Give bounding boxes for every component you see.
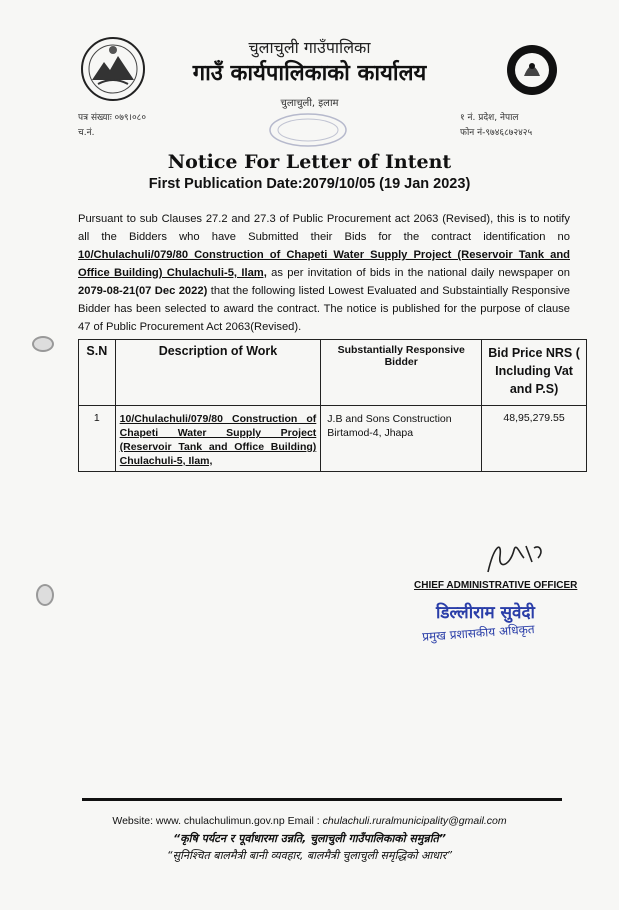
letter-number: पत्र संख्याः ०७९।०८०: [78, 113, 147, 123]
publication-date: First Publication Date:2079/10/05 (19 Jan 2023): [148, 176, 471, 192]
office-contact: [460, 111, 532, 141]
cell-sn: 1: [79, 406, 116, 472]
contract-reference: 10/Chulachuli/079/80 Construction of Chapeti Water Supply Project (Reservoir Tank and Office Building) Chulachuli-5, Ilam,: [78, 249, 570, 279]
letter-reference: [78, 111, 146, 141]
footer-slogan-2: “सुनिश्चित बालमैत्री बानी व्यवहार, बालमैत्री चुलाचुली समृद्धिको आधार”: [166, 849, 453, 862]
table-header-row: [79, 340, 587, 406]
header-description: Description of Work: [115, 340, 321, 406]
header-price: Bid Price NRS ( Including Vat and P.S): [482, 340, 587, 406]
cell-bidder: [321, 406, 482, 472]
signatory-title: CHIEF ADMINISTRATIVE OFFICER: [414, 580, 578, 591]
website-link[interactable]: www. chulachulimun.gov.np: [155, 815, 285, 827]
signatory-position: प्रमुख प्रशासकीय अधिकृत: [421, 622, 536, 644]
handwritten-signature: [480, 536, 550, 580]
punch-hole: [32, 336, 54, 352]
email-link[interactable]: chulachuli.ruralmunicipality@gmail.com: [322, 815, 507, 827]
email-label: Email :: [284, 815, 323, 827]
municipality-name: चुलाचुली गाउँपालिका: [248, 38, 371, 57]
cell-description: 10/Chulachuli/079/80 Construction of Chapeti Water Supply Project (Reservoir Tank and Office Building) Chulachuli-5, Ilam,: [115, 406, 321, 472]
dispatch-number: च.नं.: [78, 128, 95, 138]
office-stamp-mark: [266, 108, 350, 148]
footer-divider: [82, 798, 562, 801]
phone-number: फोन नं-९७४६८७२४२५: [460, 128, 533, 138]
office-name: गाउँ कार्यपालिकाको कार्यालय: [192, 61, 427, 86]
office-address: चुलाचुली, इलाम: [280, 98, 339, 109]
cell-price: 48,95,279.55: [482, 406, 587, 472]
header-bidder: Substantially Responsive Bidder: [321, 340, 482, 406]
bidder-address: Birtamod-4, Jhapa: [327, 427, 414, 439]
header-sn: S.N: [79, 340, 116, 406]
province: १ नं. प्रदेश, नेपाल: [460, 113, 519, 123]
punch-hole: [36, 584, 54, 606]
notice-title: Notice For Letter of Intent: [167, 151, 452, 173]
paragraph-middle: as per invitation of bids in the national daily newspaper on: [266, 267, 570, 279]
signatory-name: डिल्लीराम सुवेदी: [436, 603, 535, 623]
footer-contact: [0, 815, 619, 827]
paragraph-end: that the following listed Lowest Evaluated and Substaintially Responsive Bidder has been selected to award the contract. The notice is published for the purpose of clause 47 of Public Procurement Act 2063(Revised).: [78, 285, 570, 333]
paragraph-intro: Pursuant to sub Clauses 27.2 and 27.3 of Public Procurement act 2063 (Revised), this is to notify all the Bidders who have Submitted their Bids for the contract identification no: [78, 213, 570, 243]
table-row: [79, 406, 587, 472]
website-label: Website:: [112, 815, 156, 827]
award-table: [78, 339, 587, 472]
bid-invitation-date: 2079-08-21(07 Dec 2022): [78, 285, 208, 297]
bidder-name: J.B and Sons Construction: [327, 413, 452, 425]
footer-slogan-1: “कृषि पर्यटन र पूर्वाधारमा उन्नति, चुलाचुली गाउँपालिकाको समुन्नति”: [173, 832, 446, 845]
notice-paragraph: [78, 210, 570, 336]
